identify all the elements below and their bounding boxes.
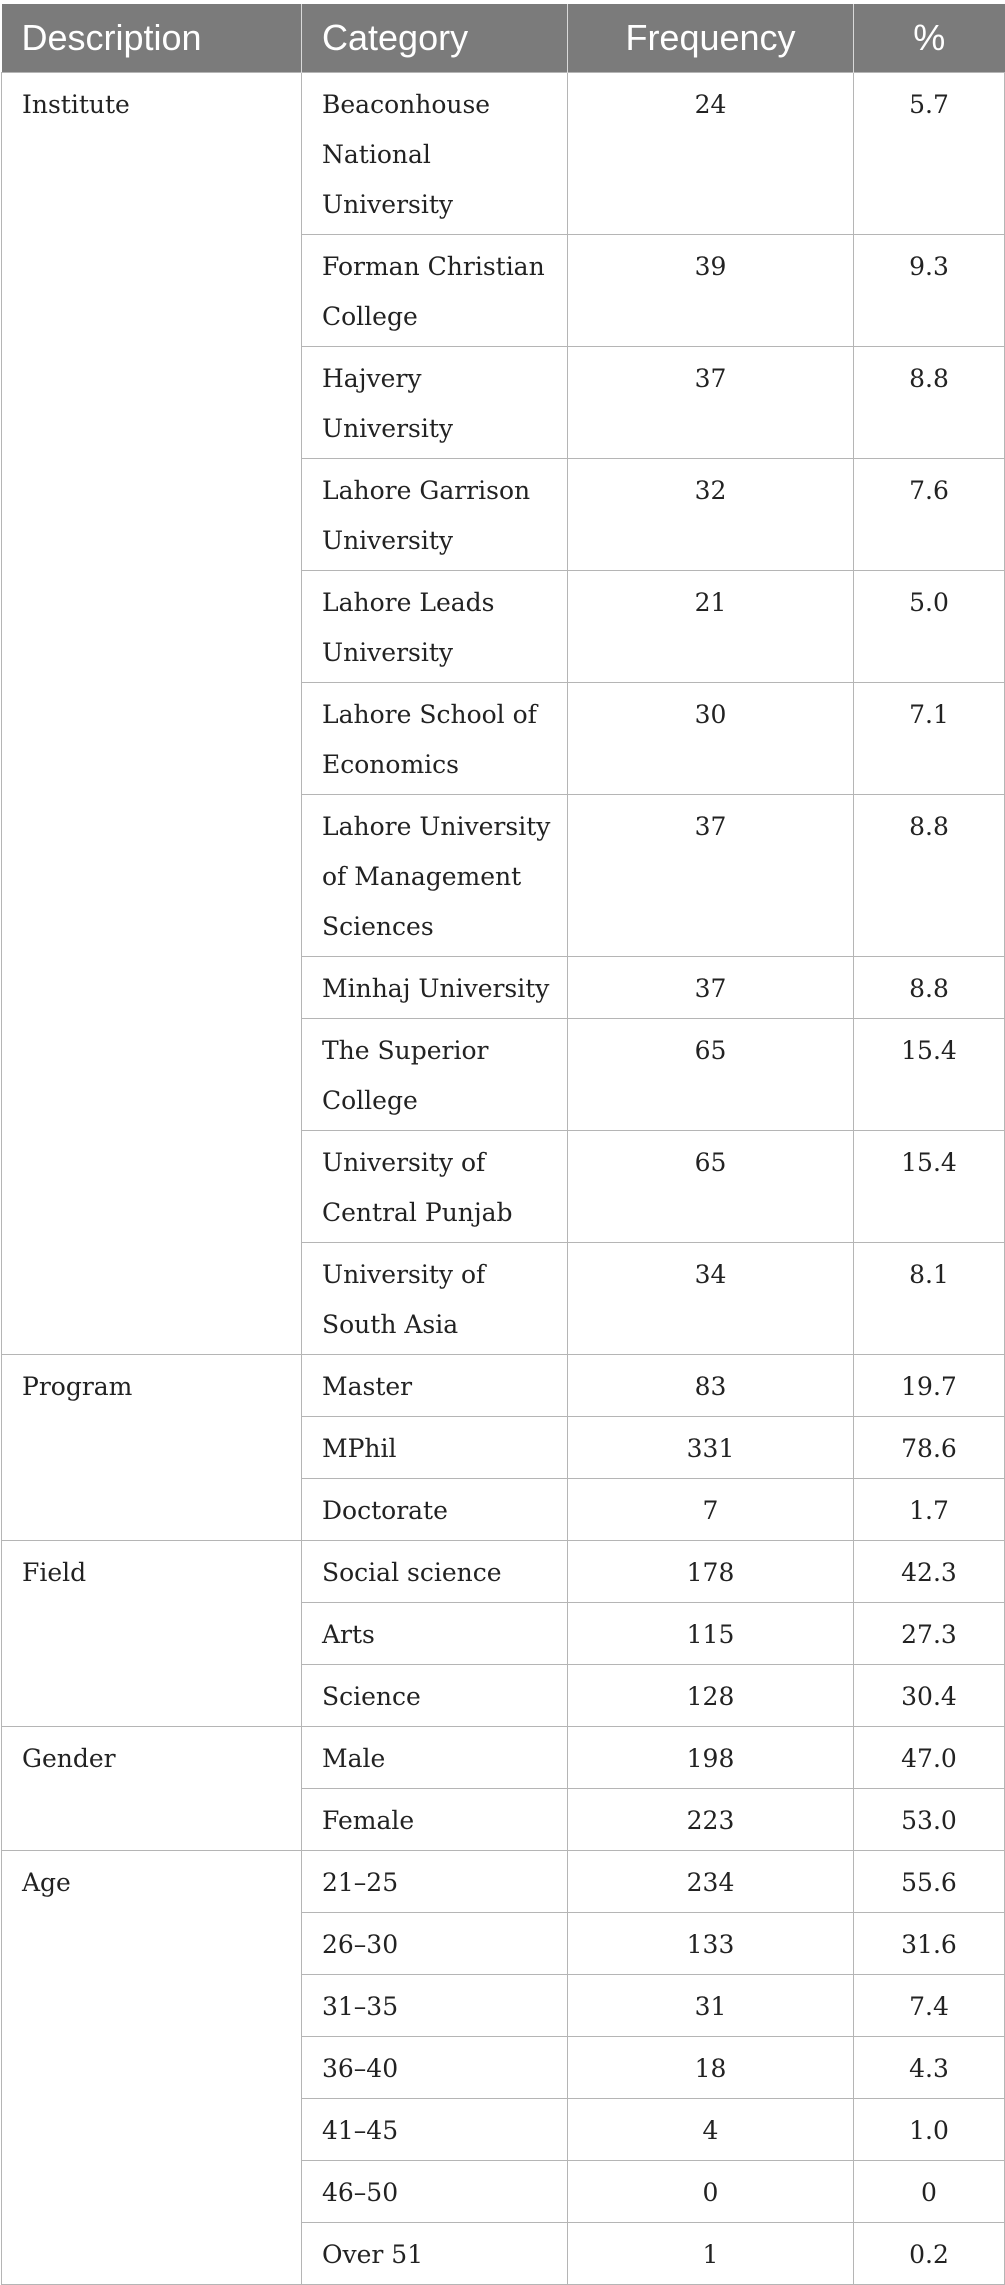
frequency-cell: 115 xyxy=(568,1603,854,1665)
table-row xyxy=(2,1355,1005,1417)
category-cell: Science xyxy=(302,1665,568,1727)
percent-cell: 5.7 xyxy=(854,73,1005,235)
percent-cell: 8.8 xyxy=(854,795,1005,957)
category-cell: Lahore Leads University xyxy=(302,571,568,683)
frequency-cell: 234 xyxy=(568,1851,854,1913)
percent-cell: 15.4 xyxy=(854,1131,1005,1243)
category-cell: University of South Asia xyxy=(302,1243,568,1355)
percent-cell: 8.8 xyxy=(854,347,1005,459)
frequency-cell: 0 xyxy=(568,2161,854,2223)
header-percent: % xyxy=(854,4,1005,73)
header-category: Category xyxy=(302,4,568,73)
frequency-cell: 21 xyxy=(568,571,854,683)
frequency-cell: 128 xyxy=(568,1665,854,1727)
frequency-cell: 39 xyxy=(568,235,854,347)
category-cell: Beaconhouse National University xyxy=(302,73,568,235)
frequency-cell: 4 xyxy=(568,2099,854,2161)
category-cell: Over 51 xyxy=(302,2223,568,2285)
description-cell: Field xyxy=(2,1541,302,1727)
category-cell: 36–40 xyxy=(302,2037,568,2099)
table-row xyxy=(2,1727,1005,1789)
table-body xyxy=(2,73,1005,2285)
header-frequency: Frequency xyxy=(568,4,854,73)
frequency-cell: 331 xyxy=(568,1417,854,1479)
category-cell: Master xyxy=(302,1355,568,1417)
percent-cell: 7.1 xyxy=(854,683,1005,795)
frequency-cell: 1 xyxy=(568,2223,854,2285)
percent-cell: 53.0 xyxy=(854,1789,1005,1851)
percent-cell: 19.7 xyxy=(854,1355,1005,1417)
description-cell: Gender xyxy=(2,1727,302,1851)
description-cell: Institute xyxy=(2,73,302,1355)
frequency-cell: 37 xyxy=(568,957,854,1019)
category-cell: University of Central Punjab xyxy=(302,1131,568,1243)
frequency-cell: 178 xyxy=(568,1541,854,1603)
frequency-cell: 37 xyxy=(568,795,854,957)
category-cell: Arts xyxy=(302,1603,568,1665)
category-cell: 26–30 xyxy=(302,1913,568,1975)
percent-cell: 0 xyxy=(854,2161,1005,2223)
category-cell: 31–35 xyxy=(302,1975,568,2037)
header-description: Description xyxy=(2,4,302,73)
data-table xyxy=(1,4,1005,2285)
percent-cell: 47.0 xyxy=(854,1727,1005,1789)
frequency-cell: 18 xyxy=(568,2037,854,2099)
category-cell: Forman Christian College xyxy=(302,235,568,347)
percent-cell: 1.7 xyxy=(854,1479,1005,1541)
percent-cell: 9.3 xyxy=(854,235,1005,347)
percent-cell: 1.0 xyxy=(854,2099,1005,2161)
category-cell: Male xyxy=(302,1727,568,1789)
description-cell: Age xyxy=(2,1851,302,2285)
percent-cell: 55.6 xyxy=(854,1851,1005,1913)
percent-cell: 7.4 xyxy=(854,1975,1005,2037)
frequency-cell: 83 xyxy=(568,1355,854,1417)
table-row xyxy=(2,1851,1005,1913)
percent-cell: 8.1 xyxy=(854,1243,1005,1355)
table-row xyxy=(2,73,1005,235)
category-cell: Hajvery University xyxy=(302,347,568,459)
category-cell: The Superior College xyxy=(302,1019,568,1131)
frequency-cell: 37 xyxy=(568,347,854,459)
category-cell: 41–45 xyxy=(302,2099,568,2161)
percent-cell: 7.6 xyxy=(854,459,1005,571)
category-cell: Lahore Garrison University xyxy=(302,459,568,571)
category-cell: Minhaj University xyxy=(302,957,568,1019)
description-cell: Program xyxy=(2,1355,302,1541)
frequency-cell: 30 xyxy=(568,683,854,795)
header-row xyxy=(2,4,1005,73)
percent-cell: 42.3 xyxy=(854,1541,1005,1603)
frequency-cell: 24 xyxy=(568,73,854,235)
category-cell: Doctorate xyxy=(302,1479,568,1541)
category-cell: 21–25 xyxy=(302,1851,568,1913)
category-cell: 46–50 xyxy=(302,2161,568,2223)
percent-cell: 15.4 xyxy=(854,1019,1005,1131)
percent-cell: 30.4 xyxy=(854,1665,1005,1727)
table-header xyxy=(2,4,1005,73)
category-cell: MPhil xyxy=(302,1417,568,1479)
frequency-cell: 133 xyxy=(568,1913,854,1975)
frequency-cell: 34 xyxy=(568,1243,854,1355)
percent-cell: 78.6 xyxy=(854,1417,1005,1479)
table-row xyxy=(2,1541,1005,1603)
percent-cell: 27.3 xyxy=(854,1603,1005,1665)
category-cell: Lahore University of Management Sciences xyxy=(302,795,568,957)
percent-cell: 8.8 xyxy=(854,957,1005,1019)
percent-cell: 4.3 xyxy=(854,2037,1005,2099)
percent-cell: 5.0 xyxy=(854,571,1005,683)
frequency-cell: 223 xyxy=(568,1789,854,1851)
percent-cell: 0.2 xyxy=(854,2223,1005,2285)
category-cell: Female xyxy=(302,1789,568,1851)
category-cell: Lahore School of Economics xyxy=(302,683,568,795)
frequency-cell: 32 xyxy=(568,459,854,571)
percent-cell: 31.6 xyxy=(854,1913,1005,1975)
frequency-cell: 65 xyxy=(568,1019,854,1131)
frequency-cell: 65 xyxy=(568,1131,854,1243)
category-cell: Social science xyxy=(302,1541,568,1603)
frequency-cell: 7 xyxy=(568,1479,854,1541)
frequency-cell: 31 xyxy=(568,1975,854,2037)
frequency-cell: 198 xyxy=(568,1727,854,1789)
